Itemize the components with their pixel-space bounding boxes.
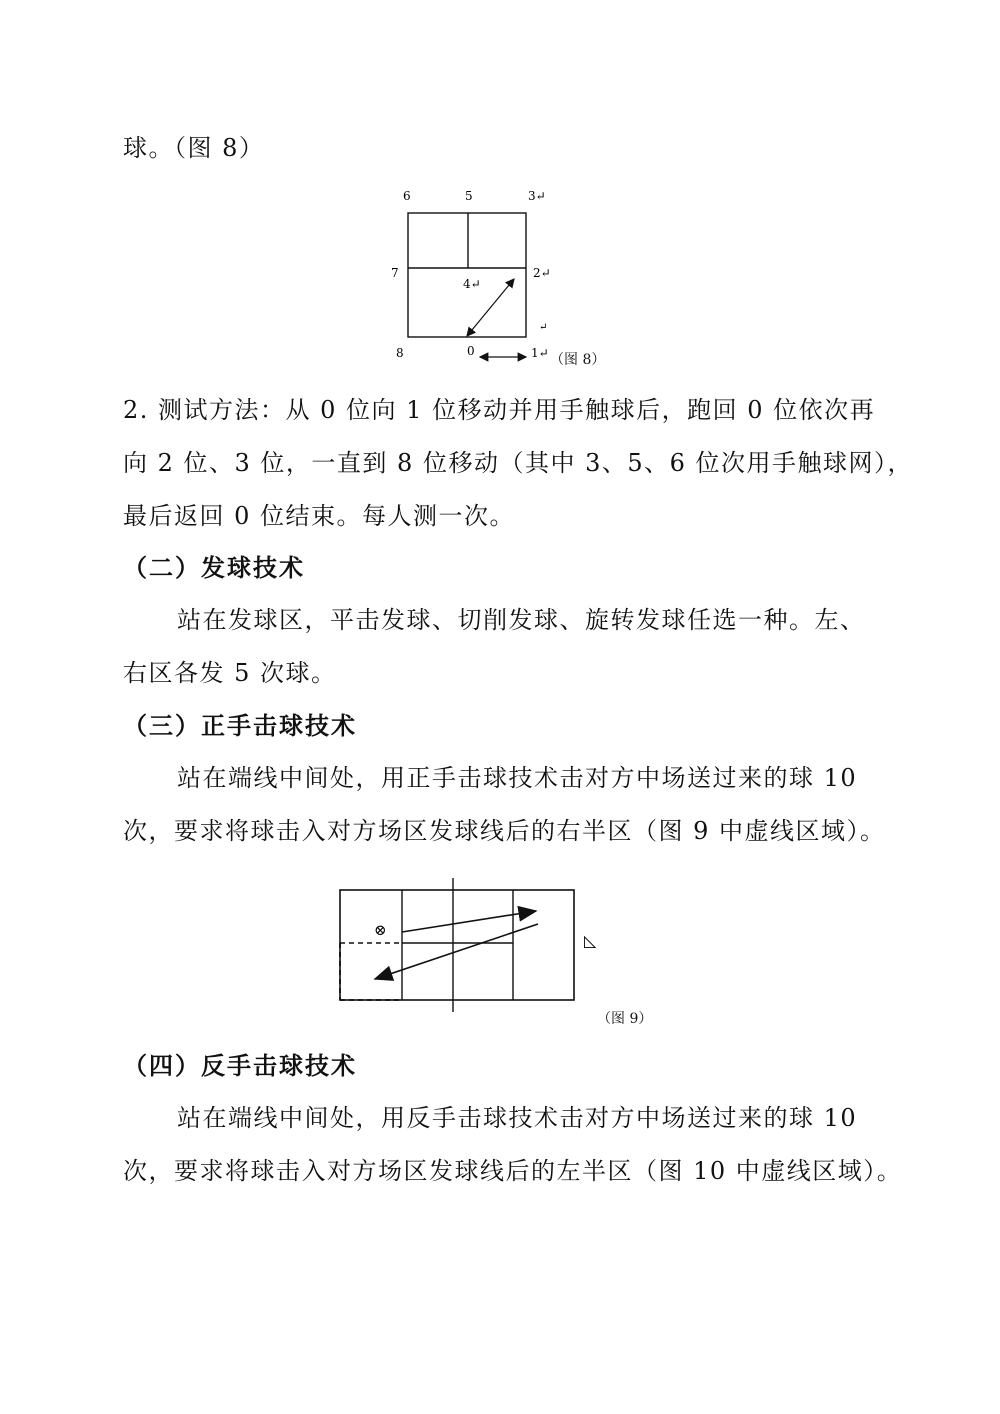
test-method-line-2: 向 2 位、3 位，一直到 8 位移动（其中 3、5、6 位次用手触球网）， bbox=[123, 449, 914, 477]
label-7: 7 bbox=[391, 266, 399, 280]
intro-line: 球。（图 8） bbox=[123, 134, 265, 162]
figure-9-caption: （图 9） bbox=[597, 1011, 653, 1027]
label-8: 8 bbox=[396, 346, 404, 360]
label-0: 0 bbox=[467, 344, 475, 358]
court-outline bbox=[408, 213, 526, 337]
shot-arrow-outgoing bbox=[402, 911, 536, 932]
figure-8-caption: （图 8） bbox=[550, 352, 606, 368]
ball-icon: ⊗ bbox=[374, 921, 387, 939]
test-method-line-3: 最后返回 0 位结束。每人测一次。 bbox=[123, 502, 516, 530]
section-3-heading: （三）正手击球技术 bbox=[123, 712, 357, 740]
section-2-heading: （二）发球技术 bbox=[123, 554, 305, 582]
label-3: 3↵ bbox=[528, 189, 546, 203]
label-2: 2↵ bbox=[533, 266, 551, 280]
figure-9-diagram bbox=[330, 872, 620, 1017]
section-2-line-2: 右区各发 5 次球。 bbox=[123, 659, 337, 687]
section-3-line-2: 次，要求将球击入对方场区发球线后的右半区（图 9 中虚线区域）。 bbox=[123, 817, 886, 845]
label-6: 6 bbox=[403, 189, 411, 203]
label-5: 5 bbox=[465, 189, 473, 203]
player-icon: ◺ bbox=[584, 931, 597, 950]
test-method-line-1: 2. 测试方法：从 0 位向 1 位移动并用手触球后，跑回 0 位依次再 bbox=[123, 396, 876, 424]
section-4-line-2: 次，要求将球击入对方场区发球线后的左半区（图 10 中虚线区域）。 bbox=[123, 1157, 903, 1185]
label-1: 1↵ bbox=[531, 346, 549, 360]
section-2-line-1: 站在发球区，平击发球、切削发球、旋转发球任选一种。左、 bbox=[177, 606, 866, 634]
figure-8-diagram bbox=[380, 180, 570, 370]
court-outline bbox=[340, 890, 574, 1000]
section-3-line-1: 站在端线中间处，用正手击球技术击对方中场送过来的球 10 bbox=[177, 764, 858, 792]
section-4-heading: （四）反手击球技术 bbox=[123, 1052, 357, 1080]
label-4: 4↵ bbox=[463, 277, 481, 291]
section-4-line-1: 站在端线中间处，用反手击球技术击对方中场送过来的球 10 bbox=[177, 1104, 858, 1132]
label-mark: ↵ bbox=[539, 322, 548, 333]
